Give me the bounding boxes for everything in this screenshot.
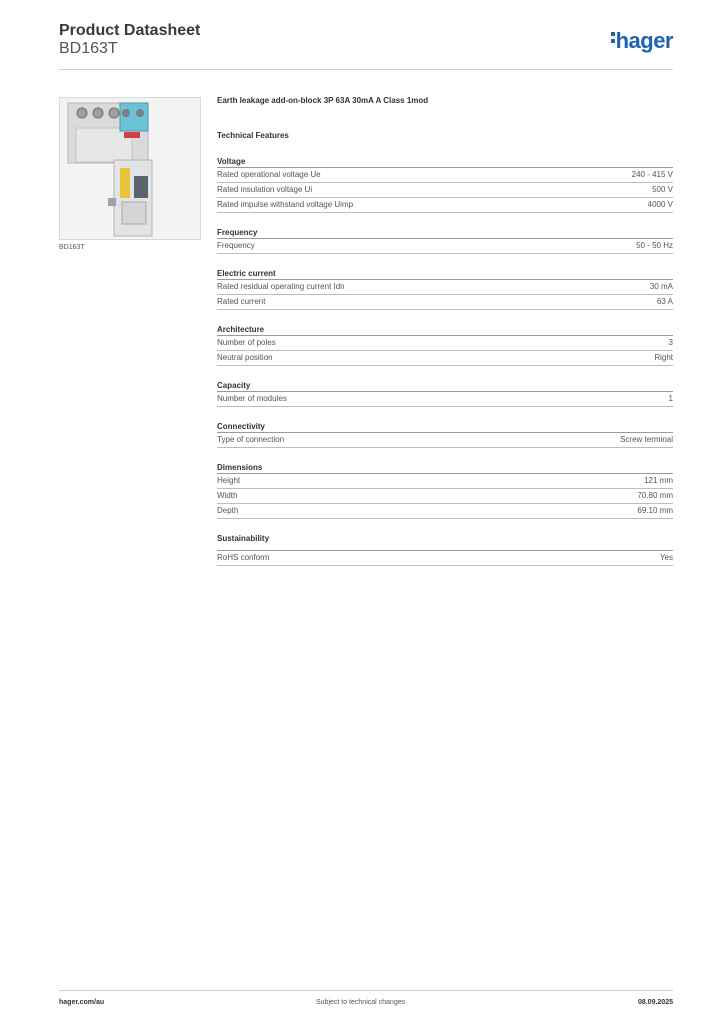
section-title: Architecture [217,324,673,336]
logo-text: hager [615,28,673,53]
section-capacity [217,380,673,407]
spec-label: Rated impulse withstand voltage Uimp [217,200,354,209]
spec-label: Width [217,491,238,500]
spec-label: RoHS conform [217,553,270,562]
section-title: Electric current [217,268,673,280]
section-title: Capacity [217,380,673,392]
spec-label: Depth [217,506,239,515]
product-code: BD163T [59,40,118,57]
spec-row [217,551,673,566]
spec-label: Type of connection [217,435,285,444]
section-voltage [217,156,673,213]
spec-label: Frequency [217,241,255,250]
spec-label: Rated insulation voltage Ui [217,185,313,194]
section-title: Frequency [217,227,673,239]
section-title: Dimensions [217,462,673,474]
footer-notice: Subject to technical changes [316,999,406,1006]
spec-value: 69.10 mm [637,506,673,515]
technical-content [217,96,673,566]
product-illustration [60,98,200,239]
spec-value: 50 - 50 Hz [636,241,673,250]
spec-value: 121 mm [644,476,673,485]
spec-value: 240 - 415 V [631,170,673,179]
page-footer [59,990,673,1010]
spec-value: 4000 V [647,200,673,209]
spec-row [217,474,673,489]
spec-label: Number of poles [217,338,276,347]
spec-label: Neutral position [217,353,273,362]
section-title: Voltage [217,156,673,168]
section-connectivity [217,421,673,448]
spec-value: 3 [668,338,673,347]
image-caption: BD163T [59,244,85,251]
spec-value: 30 mA [649,282,673,291]
spec-row [217,433,673,448]
spec-row [217,489,673,504]
technical-features-title: Technical Features [217,131,289,140]
spec-row [217,280,673,295]
document-title: Product Datasheet [59,22,201,39]
section-sustainability [217,533,673,566]
section-frequency [217,227,673,254]
spec-value: Screw terminal [620,435,673,444]
logo-dots-icon [611,39,615,43]
hager-logo [611,28,673,54]
section-dimensions [217,462,673,519]
footer-date: 08.09.2025 [637,999,673,1006]
spec-label: Number of modules [217,394,287,403]
spec-value: Right [654,353,673,362]
spec-row [217,504,673,519]
spec-row [217,198,673,213]
section-electric-current [217,268,673,310]
spec-row [217,295,673,310]
section-architecture [217,324,673,366]
spec-label: Rated current [217,297,266,306]
spec-value: 500 V [652,185,673,194]
spec-value: 63 A [656,297,673,306]
spec-row [217,392,673,407]
spec-row [217,336,673,351]
spec-row [217,239,673,254]
spec-value: 1 [668,394,673,403]
spec-value: Yes [659,553,673,562]
spec-row [217,351,673,366]
page-header [59,22,673,70]
product-name: Earth leakage add-on-block 3P 63A 30mA A Class 1mod [217,96,429,105]
spec-row [217,168,673,183]
footer-website-link[interactable]: hager.com/au [59,999,105,1006]
spec-label: Rated operational voltage Ue [217,170,321,179]
spec-row [217,183,673,198]
section-title: Connectivity [217,421,673,433]
spec-label: Height [217,476,241,485]
spec-label: Rated residual operating current Idn [217,282,345,291]
product-image [59,97,201,240]
section-title: Sustainability [217,533,673,551]
spec-value: 70.80 mm [637,491,673,500]
